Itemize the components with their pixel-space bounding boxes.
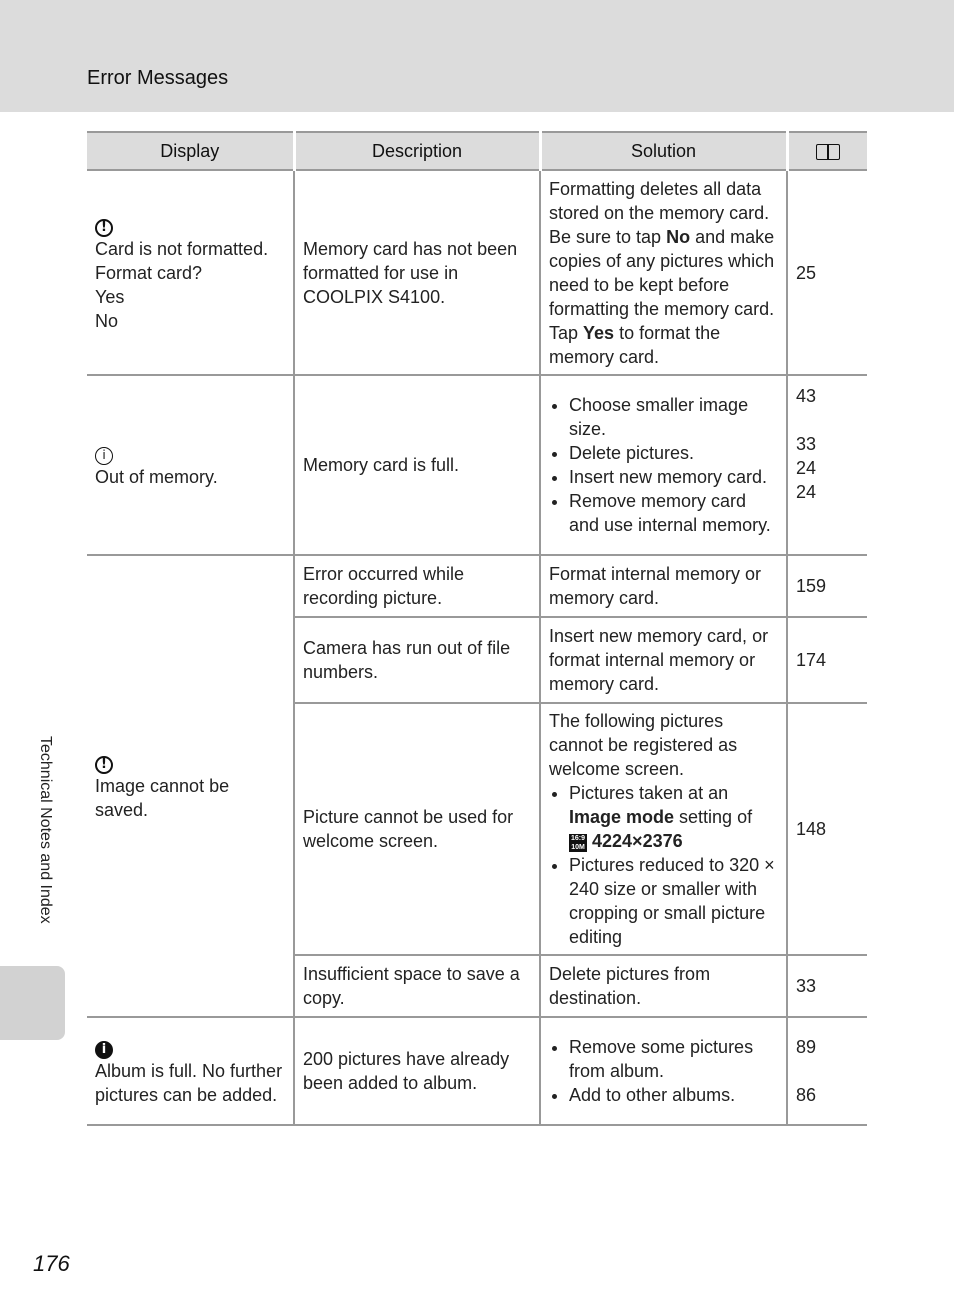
display-cell bbox=[87, 555, 294, 1017]
side-section-label: Technical Notes and Index bbox=[37, 736, 54, 924]
solution-cell bbox=[540, 1017, 787, 1125]
list-item: • Pictures reduced to 320 × 240 size or smaller with cropping or small picture editing bbox=[569, 853, 778, 949]
page-reference-cell: 148 bbox=[787, 703, 867, 955]
solution-cell bbox=[540, 703, 787, 955]
list-item: • Remove some pictures from album. bbox=[569, 1035, 778, 1083]
list-item: • Add to other albums. bbox=[569, 1083, 778, 1107]
solution-cell: Insert new memory card, or format internal memory or memory card. bbox=[540, 617, 787, 703]
display-cell bbox=[87, 170, 294, 375]
page-number: 176 bbox=[33, 1251, 70, 1276]
description-cell: Memory card is full. bbox=[294, 375, 540, 555]
warning-icon: ! bbox=[95, 219, 113, 237]
info-icon: i bbox=[95, 447, 113, 465]
solution-cell bbox=[540, 170, 787, 375]
table-row bbox=[87, 375, 867, 555]
display-text: Image cannot be saved. bbox=[95, 776, 230, 820]
solution-text: to format the memory card. bbox=[549, 322, 721, 367]
description-cell: Camera has run out of file numbers. bbox=[294, 617, 540, 703]
header-band bbox=[0, 0, 954, 112]
warning-icon: ! bbox=[95, 756, 113, 774]
list-item: • Choose smaller image size. bbox=[569, 393, 778, 441]
list-item: • Remove memory card and use internal memory. bbox=[569, 489, 778, 537]
description-cell: Memory card has not been formatted for use in COOLPIX S4100. bbox=[294, 170, 540, 375]
description-cell: Error occurred while recording picture. bbox=[294, 555, 540, 617]
side-section-tab[interactable] bbox=[0, 966, 65, 1040]
error-messages-table bbox=[87, 131, 867, 1126]
description-cell: Picture cannot be used for welcome screen. bbox=[294, 703, 540, 955]
table-header-row bbox=[87, 132, 867, 170]
solution-list bbox=[549, 1035, 778, 1107]
table-row bbox=[87, 1017, 867, 1125]
page-reference-cell: 159 bbox=[787, 555, 867, 617]
solution-cell bbox=[540, 375, 787, 555]
image-mode-16-9-icon: 16:9 10M bbox=[570, 835, 585, 851]
display-cell bbox=[87, 1017, 294, 1125]
list-item: • Insert new memory card. bbox=[569, 465, 778, 489]
header-display: Display bbox=[87, 132, 294, 170]
description-cell: Insufficient space to save a copy. bbox=[294, 955, 540, 1017]
list-item: • Delete pictures. bbox=[569, 441, 778, 465]
header-solution: Solution bbox=[540, 132, 787, 170]
header-description: Description bbox=[294, 132, 540, 170]
solution-cell: Format internal memory or memory card. bbox=[540, 555, 787, 617]
solution-text: and make copies of any pictures which need to be kept before formatting the memory card. Tap bbox=[549, 226, 775, 343]
display-text: Card is not formatted. Format card? Yes No bbox=[95, 238, 269, 331]
table-row bbox=[87, 170, 867, 375]
display-text: Album is full. No further pictures can be added. bbox=[95, 1061, 283, 1105]
solution-cell: Delete pictures from destination. bbox=[540, 955, 787, 1017]
list-item: • Pictures taken at an Image mode setting of 16:9 10M 4224×2376 bbox=[569, 781, 778, 853]
header-reference bbox=[787, 132, 867, 170]
image-mode-value: 4224×2376 bbox=[592, 831, 683, 851]
page-reference-cell: 33 bbox=[787, 955, 867, 1017]
book-reference-icon bbox=[816, 144, 840, 160]
yes-option: Yes bbox=[583, 322, 615, 343]
page-reference-cell: 174 bbox=[787, 617, 867, 703]
solution-list bbox=[549, 781, 778, 949]
info-filled-icon: i bbox=[95, 1041, 113, 1059]
section-title: Error Messages bbox=[87, 67, 229, 89]
image-mode-label: Image mode bbox=[569, 807, 675, 827]
display-text: Out of memory. bbox=[95, 467, 218, 487]
display-cell bbox=[87, 375, 294, 555]
solution-text: Formatting deletes all data stored on the memory card. Be sure to tap bbox=[549, 178, 770, 247]
solution-list bbox=[549, 393, 778, 537]
page-reference-cell: 25 bbox=[787, 170, 867, 375]
no-option: No bbox=[666, 226, 691, 247]
description-cell: 200 pictures have already been added to album. bbox=[294, 1017, 540, 1125]
page-reference-cell: 43 33 24 24 bbox=[787, 375, 867, 555]
table-row bbox=[87, 555, 867, 617]
page-reference-cell: 89 86 bbox=[787, 1017, 867, 1125]
solution-intro: The following pictures cannot be registered as welcome screen. bbox=[549, 711, 738, 779]
